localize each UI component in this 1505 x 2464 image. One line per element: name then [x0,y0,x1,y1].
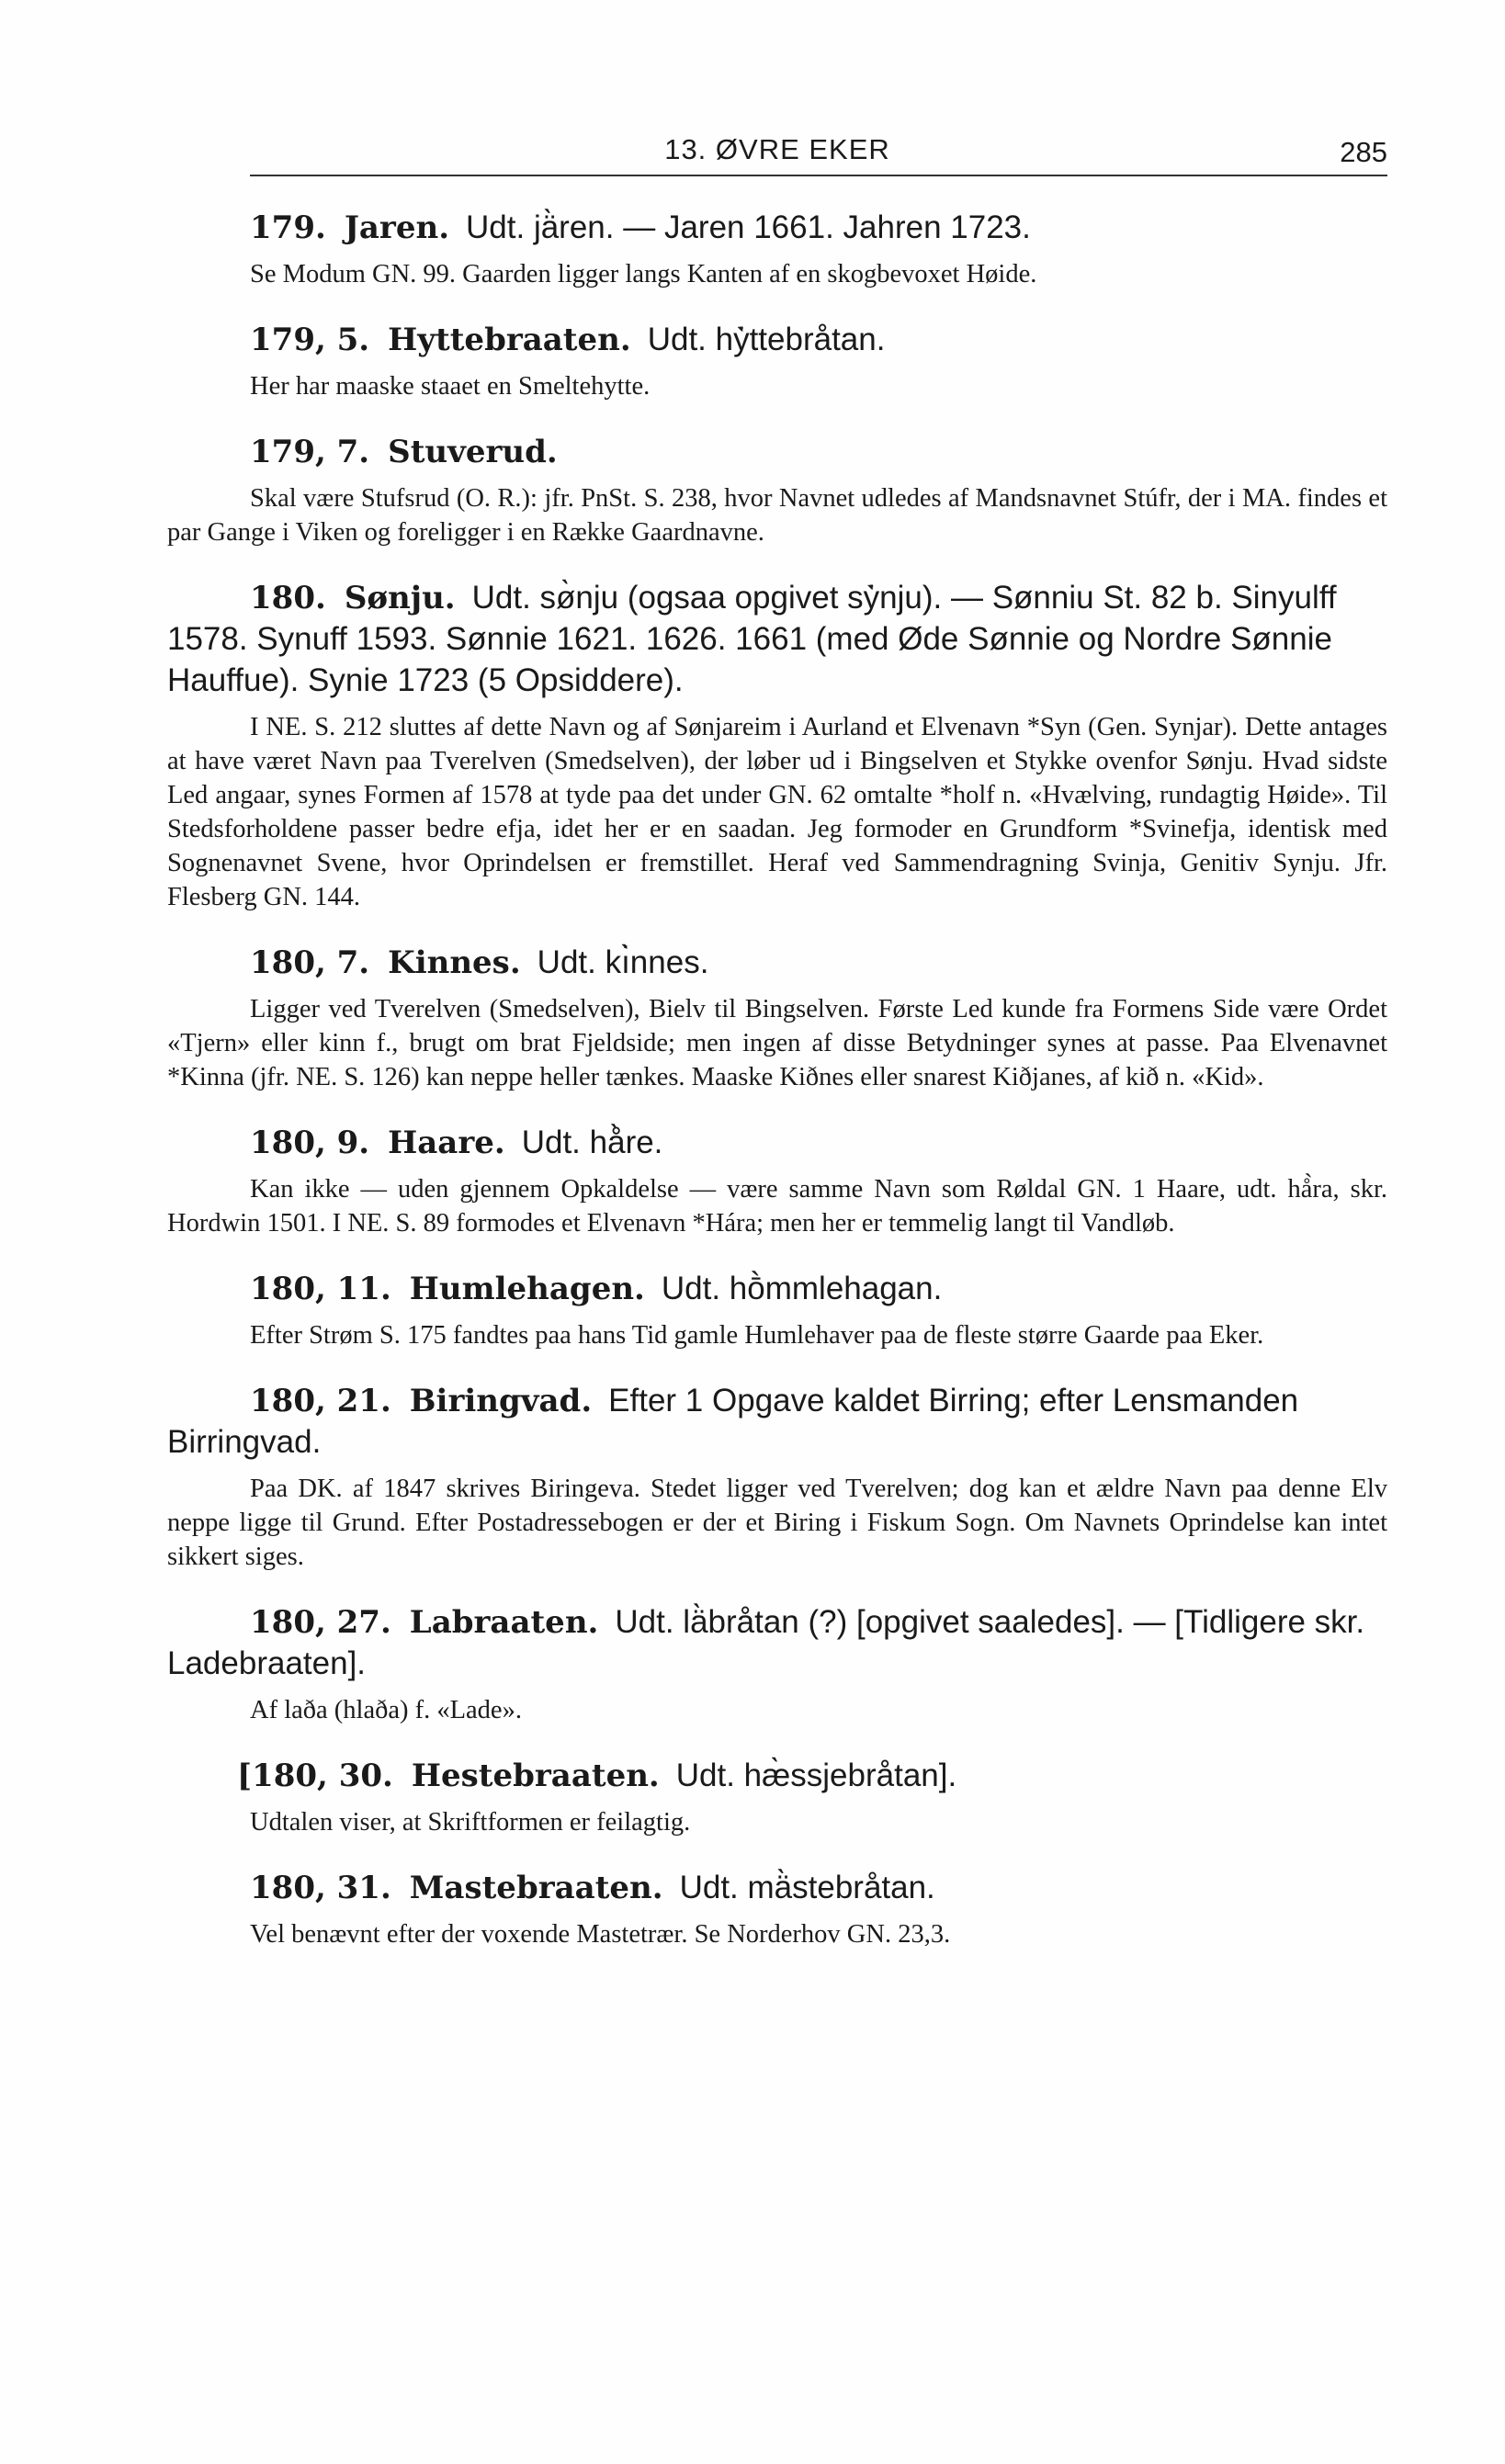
entry-number: 180, 27. [250,1604,391,1641]
entry-heading-rest: Udt. hå̀re. [521,1125,663,1160]
entry-number: 179. [250,209,326,246]
entry-180-11 [167,1268,1387,1352]
entry-heading-rest: Udt. kı̇̀nnes. [537,944,709,980]
entry-heading [167,319,1387,360]
entry-number: 180, 11. [250,1271,391,1307]
entry-179 [167,207,1387,291]
entry-text: Paa DK. af 1847 skrives Biringeva. Stedet ligger ved Tverelven; dog kan et ældre Navn paa denne Elv neppe ligge til Grund. Efter Postadressebogen er der et Biring i Fiskum Sogn. Om Navnets Oprindelse kan intet sikkert siges. [167,1475,1387,1571]
entry-heading [167,1268,1387,1309]
entry-179-7 [167,431,1387,549]
entry-180-7 [167,942,1387,1094]
entry-text: Vel benævnt efter der voxende Mastetrær. Se Norderhov GN. 23,3. [250,1920,951,1949]
entry-heading-rest: Efter 1 Opgave kaldet Birring; efter Lensmanden Birringvad. [167,1383,1299,1460]
entry-name: Hestebraaten. [411,1758,660,1794]
entry-name: Mastebraaten. [409,1870,663,1906]
entry-number: 180, 9. [250,1125,370,1161]
entry-name: Hyttebraaten. [388,322,631,358]
entry-heading [167,1601,1387,1684]
entry-heading-rest: Udt. hæ̀ssjebråtan]. [675,1758,957,1793]
entry-heading-rest: Udt. hẏ̀ttebråtan. [647,322,886,357]
entry-name: Biringvad. [409,1383,593,1419]
entry-name: Labraaten. [409,1604,599,1641]
entry-179-5 [167,319,1387,403]
entry-number: 179, 5. [250,322,370,358]
entry-number: 180, 7. [250,944,370,981]
entry-heading [167,207,1387,248]
entry-name: Humlehagen. [409,1271,645,1307]
entry-heading [167,1867,1387,1908]
entry-180-30 [167,1755,1387,1839]
entry-heading [167,1122,1387,1163]
entry-180-27 [167,1601,1387,1727]
entry-name: Sønju. [344,580,456,616]
entry-text: Se Modum GN. 99. Gaarden ligger langs Kanten af en skogbevoxet Høide. [250,260,1037,288]
entry-text: Ligger ved Tverelven (Smedselven), Bielv til Bingselven. Første Led kunde fra Formens Side være Ordet «Tjern» eller kinn f., brugt om brat Fjeldside; men ingen af disse Betydninger synes at passe. Paa Elvenavnet *Kinna (jfr. NE. S. 126) kan neppe heller tænkes. Maaske Kiðnes eller snarest Kiðjanes, af kið n. «Kid». [167,995,1387,1091]
entry-heading-rest: Udt. jä̀ren. — Jaren 1661. Jahren 1723. [466,209,1031,245]
running-title: 13. ØVRE EKER [664,133,890,165]
entry-number: 179, 7. [250,434,370,470]
page-number: 285 [1340,136,1387,168]
entry-number: [180, 30. [237,1758,393,1794]
entry-heading [167,577,1387,701]
entry-number: 180, 21. [250,1383,391,1419]
entry-name: Kinnes. [388,944,521,981]
entry-text: Kan ikke — uden gjennem Opkaldelse — være samme Navn som Røldal GN. 1 Haare, udt. hå̀ra, skr. Hordwin 1501. I NE. S. 89 formodes et Elvenavn *Hára; men her er temmelig langt til Vandløb. [167,1175,1387,1238]
entry-name: Haare. [388,1125,505,1161]
entry-180-21 [167,1380,1387,1574]
entry-text: Udtalen viser, at Skriftformen er feilagtig. [250,1808,691,1837]
entry-number: 180, 31. [250,1870,391,1906]
entry-text: Efter Strøm S. 175 fandtes paa hans Tid gamle Humlehaver paa de fleste større Gaarde paa Eker. [250,1321,1264,1350]
entry-heading [167,431,1387,472]
entry-heading-rest: Udt. hṑmmlehagan. [661,1271,943,1306]
running-head [167,0,1387,179]
entry-heading-rest: Udt. lä̀bråtan (?) [opgivet saaledes]. — [Tidligere skr. Ladebraaten]. [167,1604,1365,1681]
entry-text: Her har maaske staaet en Smeltehytte. [250,372,651,401]
entry-number: 180. [250,580,326,616]
entry-text: I NE. S. 212 sluttes af dette Navn og af Sønjareim i Aurland et Elvenavn *Syn (Gen. Synjar). Dette antages at have været Navn paa Tverelven (Smedselven), der løber ud i Bingselven et Stykke ovenfor Sønju. Hvad sidste Led angaar, synes Formen af 1578 at tyde paa det under GN. 62 omtalte *holf n. «Hvælving, rundagtig Høide». Til Stedsforholdene passer bedre efja, idet her er en saadan. Jeg formoder en Grundform *Svinefja, identisk med Sognenavnet Svene, hvor Oprindelsen er fremstillet. Heraf ved Sammendragning Svinja, Genitiv Synju. Jfr. Flesberg GN. 144. [167,713,1387,911]
entry-text: Skal være Stufsrud (O. R.): jfr. PnSt. S. 238, hvor Navnet udledes af Mandsnavnet Stúfr, der i MA. findes et par Gange i Viken og foreligger i en Række Gaardnavne. [167,484,1387,547]
page [167,0,1387,1959]
entry-180-9 [167,1122,1387,1240]
entry-heading-rest: Udt. mä̀stebråtan. [679,1870,935,1905]
entry-180-31 [167,1867,1387,1951]
entry-name: Jaren. [344,209,450,246]
entry-heading-rest: Udt. sø̀nju (ogsaa opgivet sẏ̀nju). — Sønniu St. 82 b. Sinyulff 1578. Synuff 1593. Sønnie 1621. 1626. 1661 (med Øde Sønnie og Nordre Sønnie Hauffue). Synie 1723 (5 Opsiddere). [167,580,1337,698]
entry-heading [167,1380,1387,1463]
entry-name: Stuverud. [388,434,558,470]
entry-text: Af laða (hlaða) f. «Lade». [250,1696,522,1724]
entry-heading [167,942,1387,983]
entry-180 [167,577,1387,914]
header-rule [250,175,1387,176]
entry-heading [167,1755,1387,1796]
